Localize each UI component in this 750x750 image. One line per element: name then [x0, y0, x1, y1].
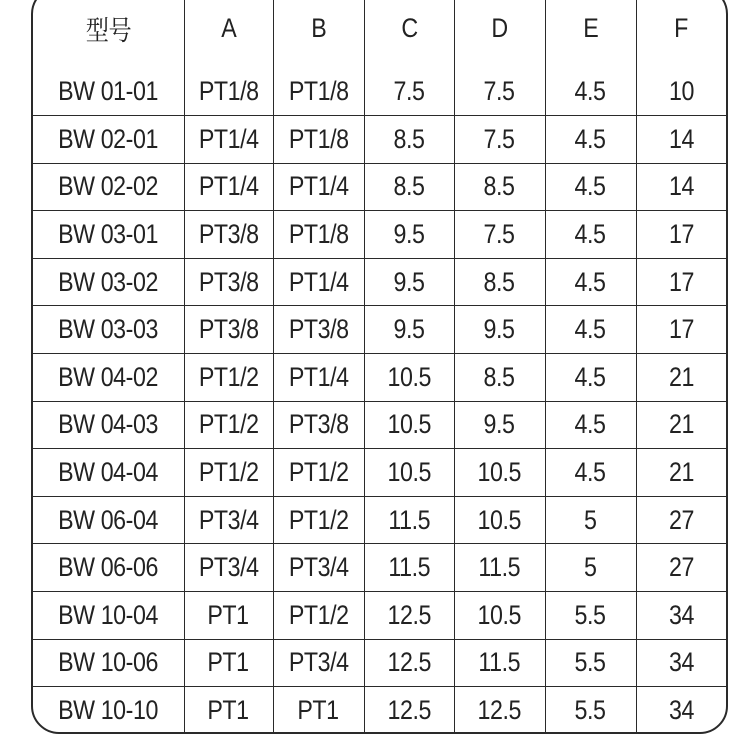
cell-value: 8.5: [483, 361, 515, 392]
column-header-f: [636, 0, 726, 68]
cell-value: PT1/2: [288, 504, 349, 535]
cell-value: 7.5: [483, 123, 515, 154]
table-row: [33, 449, 726, 497]
table-cell-model: [33, 306, 184, 354]
column-header-b: [273, 0, 364, 68]
table-cell-model: [33, 354, 184, 402]
cell-value: 21: [668, 409, 694, 440]
cell-value: 9.5: [393, 314, 425, 345]
cell-value: 10.5: [387, 457, 431, 488]
table-cell-b: [273, 211, 364, 259]
cell-value: PT1: [207, 599, 250, 630]
table-cell-model: [33, 687, 184, 734]
table-row: [33, 592, 726, 640]
cell-value: PT3/4: [198, 552, 259, 583]
table-cell-model: [33, 592, 184, 640]
cell-value: PT3/4: [198, 504, 259, 535]
table-cell-e: [545, 354, 636, 402]
table-cell-a: [184, 306, 273, 354]
cell-value: PT1/8: [288, 219, 349, 250]
table-cell-d: [454, 401, 545, 449]
table-cell-f: [636, 496, 726, 544]
table-cell-model: [33, 496, 184, 544]
cell-value: PT1/2: [288, 599, 349, 630]
table-cell-d: [454, 258, 545, 306]
column-header-label: E: [582, 12, 599, 43]
table-cell-e: [545, 449, 636, 497]
table-cell-e: [545, 401, 636, 449]
cell-value: 4.5: [574, 76, 606, 107]
table-cell-c: [364, 496, 454, 544]
table-cell-d: [454, 592, 545, 640]
table-cell-d: [454, 163, 545, 211]
cell-value: BW 02-02: [58, 171, 159, 202]
cell-value: BW 04-03: [58, 409, 159, 440]
table-cell-model: [33, 116, 184, 164]
table-cell-a: [184, 592, 273, 640]
table-cell-b: [273, 306, 364, 354]
table-cell-e: [545, 592, 636, 640]
cell-value: PT1: [297, 695, 340, 726]
cell-value: PT1/4: [198, 171, 259, 202]
column-header-label: C: [400, 12, 418, 43]
cell-value: BW 03-02: [58, 266, 159, 297]
table-cell-c: [364, 68, 454, 116]
table-cell-d: [454, 639, 545, 687]
table-cell-d: [454, 116, 545, 164]
cell-value: PT3/8: [198, 219, 259, 250]
table-row: [33, 258, 726, 306]
table-cell-b: [273, 68, 364, 116]
table-cell-a: [184, 211, 273, 259]
table-cell-c: [364, 401, 454, 449]
cell-value: 11.5: [478, 552, 521, 583]
table-cell-model: [33, 639, 184, 687]
table-cell-c: [364, 687, 454, 734]
table-cell-b: [273, 592, 364, 640]
column-header-d: [454, 0, 545, 68]
spec-table-frame: [31, 0, 728, 734]
table-cell-e: [545, 116, 636, 164]
cell-value: 21: [668, 457, 694, 488]
table-cell-e: [545, 211, 636, 259]
table-cell-b: [273, 449, 364, 497]
cell-value: 4.5: [574, 361, 606, 392]
column-header-label: D: [491, 12, 508, 43]
table-cell-c: [364, 544, 454, 592]
table-cell-c: [364, 163, 454, 211]
column-header-c: [364, 0, 454, 68]
table-cell-e: [545, 306, 636, 354]
cell-value: 4.5: [574, 219, 606, 250]
table-cell-e: [545, 68, 636, 116]
cell-value: 34: [668, 695, 694, 726]
cell-value: PT1/4: [288, 361, 349, 392]
table-cell-a: [184, 116, 273, 164]
table-row: [33, 163, 726, 211]
cell-value: BW 01-01: [58, 76, 159, 107]
table-cell-f: [636, 116, 726, 164]
cell-value: PT1/8: [288, 123, 349, 154]
cell-value: 8.5: [483, 266, 515, 297]
cell-value: 27: [668, 504, 694, 535]
table-row: [33, 496, 726, 544]
table-cell-d: [454, 496, 545, 544]
table-cell-f: [636, 687, 726, 734]
cell-value: PT1: [207, 695, 250, 726]
table-cell-f: [636, 68, 726, 116]
table-cell-a: [184, 496, 273, 544]
table-cell-c: [364, 354, 454, 402]
table-row: [33, 354, 726, 402]
cell-value: 10.5: [477, 599, 522, 630]
table-cell-d: [454, 544, 545, 592]
cell-value: 9.5: [393, 219, 425, 250]
table-cell-b: [273, 544, 364, 592]
table-cell-b: [273, 116, 364, 164]
table-header-row: [33, 0, 726, 68]
table-cell-e: [545, 496, 636, 544]
table-cell-b: [273, 401, 364, 449]
table-cell-a: [184, 401, 273, 449]
column-header-label: A: [220, 12, 237, 43]
table-cell-c: [364, 639, 454, 687]
table-cell-a: [184, 163, 273, 211]
table-cell-model: [33, 401, 184, 449]
table-row: [33, 401, 726, 449]
table-row: [33, 306, 726, 354]
table-cell-d: [454, 68, 545, 116]
table-cell-d: [454, 687, 545, 734]
cell-value: 5.5: [574, 599, 606, 630]
cell-value: PT1/8: [288, 76, 349, 107]
cell-value: 17: [668, 219, 694, 250]
cell-value: PT1/2: [198, 361, 259, 392]
cell-value: BW 04-02: [58, 361, 159, 392]
cell-value: 4.5: [574, 409, 606, 440]
cell-value: PT1/8: [198, 76, 259, 107]
table-cell-a: [184, 639, 273, 687]
table-cell-c: [364, 592, 454, 640]
table-cell-b: [273, 496, 364, 544]
cell-value: 4.5: [574, 123, 606, 154]
cell-value: BW 10-06: [58, 647, 159, 678]
table-cell-model: [33, 544, 184, 592]
cell-value: BW 03-03: [58, 314, 159, 345]
cell-value: 5.5: [574, 647, 606, 678]
table-cell-f: [636, 258, 726, 306]
cell-value: 12.5: [387, 647, 431, 678]
cell-value: 34: [668, 599, 694, 630]
cell-value: 4.5: [574, 457, 606, 488]
cell-value: 12.5: [387, 599, 431, 630]
column-header-e: [545, 0, 636, 68]
table-row: [33, 68, 726, 116]
table-cell-d: [454, 306, 545, 354]
table-cell-c: [364, 116, 454, 164]
table-cell-e: [545, 163, 636, 211]
cell-value: 5: [584, 552, 597, 583]
cell-value: BW 04-04: [58, 457, 159, 488]
column-header-model: [33, 0, 184, 68]
table-cell-a: [184, 544, 273, 592]
cell-value: 34: [668, 647, 694, 678]
cell-value: 8.5: [393, 171, 425, 202]
table-row: [33, 211, 726, 259]
cell-value: 14: [668, 171, 694, 202]
cell-value: 14: [668, 123, 694, 154]
table-cell-d: [454, 354, 545, 402]
cell-value: 10.5: [477, 504, 522, 535]
cell-value: 8.5: [483, 171, 515, 202]
table-cell-f: [636, 211, 726, 259]
table-cell-a: [184, 687, 273, 734]
table-cell-b: [273, 163, 364, 211]
table-cell-e: [545, 639, 636, 687]
cell-value: 10.5: [477, 457, 522, 488]
cell-value: BW 06-04: [58, 504, 159, 535]
table-cell-b: [273, 639, 364, 687]
cell-value: PT1/2: [198, 457, 259, 488]
cell-value: PT1/2: [198, 409, 259, 440]
cell-value: PT3/8: [288, 314, 349, 345]
table-cell-f: [636, 306, 726, 354]
table-cell-a: [184, 354, 273, 402]
cell-value: 7.5: [483, 219, 515, 250]
table-cell-f: [636, 449, 726, 497]
cell-value: 7.5: [393, 76, 425, 107]
table-cell-model: [33, 211, 184, 259]
table-cell-model: [33, 163, 184, 211]
table-row: [33, 116, 726, 164]
cell-value: 12.5: [387, 695, 431, 726]
table-cell-b: [273, 258, 364, 306]
table-cell-model: [33, 68, 184, 116]
cell-value: 7.5: [483, 76, 515, 107]
table-cell-d: [454, 449, 545, 497]
cell-value: 9.5: [483, 314, 515, 345]
table-cell-f: [636, 639, 726, 687]
cell-value: BW 02-01: [58, 123, 159, 154]
cell-value: 17: [668, 266, 694, 297]
cell-value: 11.5: [388, 552, 430, 583]
cell-value: 5: [584, 504, 597, 535]
table-cell-model: [33, 449, 184, 497]
cell-value: PT3/8: [288, 409, 349, 440]
cell-value: 21: [668, 361, 694, 392]
table-cell-e: [545, 687, 636, 734]
cell-value: 4.5: [574, 314, 606, 345]
table-cell-f: [636, 544, 726, 592]
cell-value: PT3/4: [288, 647, 349, 678]
table-cell-d: [454, 211, 545, 259]
cell-value: PT3/8: [198, 314, 259, 345]
table-row: [33, 544, 726, 592]
table-cell-f: [636, 163, 726, 211]
table-cell-f: [636, 354, 726, 402]
cell-value: 9.5: [483, 409, 515, 440]
cell-value: 27: [668, 552, 694, 583]
table-cell-b: [273, 687, 364, 734]
cell-value: PT1/4: [288, 266, 349, 297]
table-cell-a: [184, 68, 273, 116]
table-row: [33, 639, 726, 687]
cell-value: PT3/8: [198, 266, 259, 297]
table-cell-a: [184, 258, 273, 306]
cell-value: 10: [668, 76, 694, 107]
table-body: [33, 68, 726, 734]
cell-value: PT1/4: [288, 171, 349, 202]
table-cell-c: [364, 211, 454, 259]
column-header-a: [184, 0, 273, 68]
cell-value: BW 06-06: [58, 552, 159, 583]
cell-value: 4.5: [574, 171, 606, 202]
table-cell-model: [33, 258, 184, 306]
cell-value: PT3/4: [288, 552, 349, 583]
cell-value: 11.5: [478, 647, 521, 678]
cell-value: PT1/4: [198, 123, 259, 154]
cell-value: BW 10-04: [58, 599, 159, 630]
column-header-label: 型号: [85, 15, 132, 46]
cell-value: 9.5: [393, 266, 425, 297]
cell-value: 11.5: [388, 504, 430, 535]
spec-table: [33, 0, 726, 734]
table-cell-a: [184, 449, 273, 497]
column-header-label: B: [310, 12, 327, 43]
table-cell-b: [273, 354, 364, 402]
cell-value: PT1: [207, 647, 250, 678]
cell-value: 10.5: [387, 361, 431, 392]
column-header-label: F: [674, 12, 689, 43]
cell-value: BW 03-01: [58, 219, 159, 250]
table-cell-f: [636, 592, 726, 640]
cell-value: 12.5: [477, 695, 522, 726]
cell-value: 4.5: [574, 266, 606, 297]
cell-value: 8.5: [393, 123, 425, 154]
table-cell-c: [364, 306, 454, 354]
table-cell-c: [364, 449, 454, 497]
cell-value: 5.5: [574, 695, 606, 726]
table-row: [33, 687, 726, 734]
table-cell-e: [545, 544, 636, 592]
table-cell-e: [545, 258, 636, 306]
cell-value: 17: [668, 314, 694, 345]
table-cell-c: [364, 258, 454, 306]
cell-value: PT1/2: [288, 457, 349, 488]
cell-value: 10.5: [387, 409, 431, 440]
table-cell-f: [636, 401, 726, 449]
cell-value: BW 10-10: [58, 695, 159, 726]
